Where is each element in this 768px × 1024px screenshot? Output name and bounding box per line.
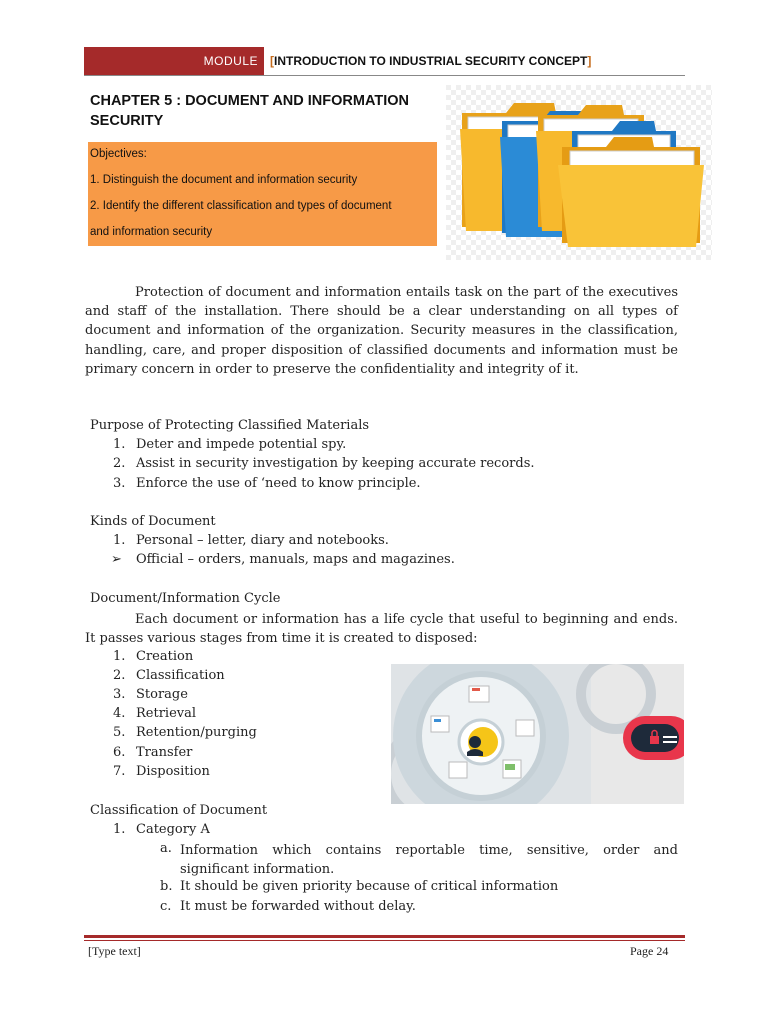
header-bracket-open: [ — [270, 54, 274, 68]
intro-paragraph-text: Protection of document and information entails task on the part of the executives and staff of the installation. There should be a clear understanding on all types of document and information of the organization. Security measures in the classification, handling, care, and proper disposition of classified documents and information must be primary concern in order to preserve the confidentiality and integrity of it. — [85, 285, 678, 377]
objectives-box — [88, 142, 437, 246]
list-letter: a. — [160, 841, 172, 856]
document-icon — [516, 720, 534, 736]
cycle-item: Classification — [136, 668, 225, 683]
purpose-item: Assist in security investigation by keeping accurate records. — [136, 456, 535, 471]
document-icon — [469, 686, 489, 702]
lock-icon — [623, 716, 684, 760]
kinds-item: Personal – letter, diary and notebooks. — [136, 533, 389, 548]
header-bracket-close: ] — [587, 54, 592, 68]
document-icon — [431, 716, 449, 732]
classification-subitem: It should be given priority because of critical information — [180, 879, 559, 894]
objectives-heading: Objectives: — [90, 148, 147, 160]
list-letter: c. — [160, 899, 172, 914]
folders-illustration — [446, 85, 712, 260]
purpose-item: Deter and impede potential spy. — [136, 437, 347, 452]
chapter-title: CHAPTER 5 : DOCUMENT AND INFORMATION SECURITY — [90, 93, 409, 129]
folder-icon — [558, 137, 704, 247]
cycle-item: Retrieval — [136, 706, 197, 721]
header-module-label: MODULE — [203, 54, 258, 68]
document-icon — [449, 762, 467, 778]
cycle-item: Disposition — [136, 764, 210, 779]
purpose-item: Enforce the use of ‘need to know principle. — [136, 476, 421, 491]
cycle-item: Transfer — [136, 745, 193, 760]
cycle-item: Storage — [136, 687, 188, 702]
objective-item: 1. Distinguish the document and information security — [90, 174, 358, 186]
document-icon — [503, 760, 521, 778]
objective-item: 2. Identify the different classification and types of document — [90, 200, 392, 212]
classification-subitem: Information which contains reportable time, sensitive, order and significant information. — [180, 843, 678, 878]
header-title — [270, 47, 591, 75]
list-number: 1. — [113, 533, 126, 548]
list-number: 3. — [113, 476, 126, 491]
classification-subitem: It must be forwarded without delay. — [180, 899, 416, 914]
classification-heading: Classification of Document — [90, 803, 268, 818]
list-number: 1. — [113, 649, 126, 664]
page-number: Page 24 — [630, 944, 669, 958]
list-number: 2. — [113, 456, 126, 471]
header-title-text: INTRODUCTION TO INDUSTRIAL SECURITY CONCEPT — [274, 54, 588, 68]
purpose-heading: Purpose of Protecting Classified Materials — [90, 418, 370, 433]
footer-rule-thin — [84, 940, 685, 941]
list-number: 1. — [113, 822, 126, 837]
arrow-bullet-icon: ➢ — [111, 552, 122, 567]
list-number: 2. — [113, 668, 126, 683]
objective-item: and information security — [90, 226, 213, 238]
header-rule — [84, 75, 685, 76]
list-number: 5. — [113, 725, 126, 740]
cycle-item: Retention/purging — [136, 725, 257, 740]
cycle-paragraph — [85, 610, 678, 648]
list-number: 6. — [113, 745, 126, 760]
footer-left-text: [Type text] — [88, 944, 141, 958]
intro-paragraph — [85, 283, 678, 379]
cycle-heading: Document/Information Cycle — [90, 591, 281, 606]
list-letter: b. — [160, 879, 173, 894]
category-label: Category A — [136, 822, 210, 837]
kinds-item: Official – orders, manuals, maps and magazines. — [136, 552, 455, 567]
cycle-paragraph-text: Each document or information has a life cycle that useful to beginning and ends. It passes various stages from time it is created to disposed: — [85, 612, 678, 647]
list-number: 3. — [113, 687, 126, 702]
cycle-item: Creation — [136, 649, 194, 664]
list-number: 1. — [113, 437, 126, 452]
list-number: 7. — [113, 764, 126, 779]
list-number: 4. — [113, 706, 126, 721]
document-cycle-illustration — [391, 664, 684, 804]
kinds-heading: Kinds of Document — [90, 514, 216, 529]
footer-rule — [84, 935, 685, 938]
